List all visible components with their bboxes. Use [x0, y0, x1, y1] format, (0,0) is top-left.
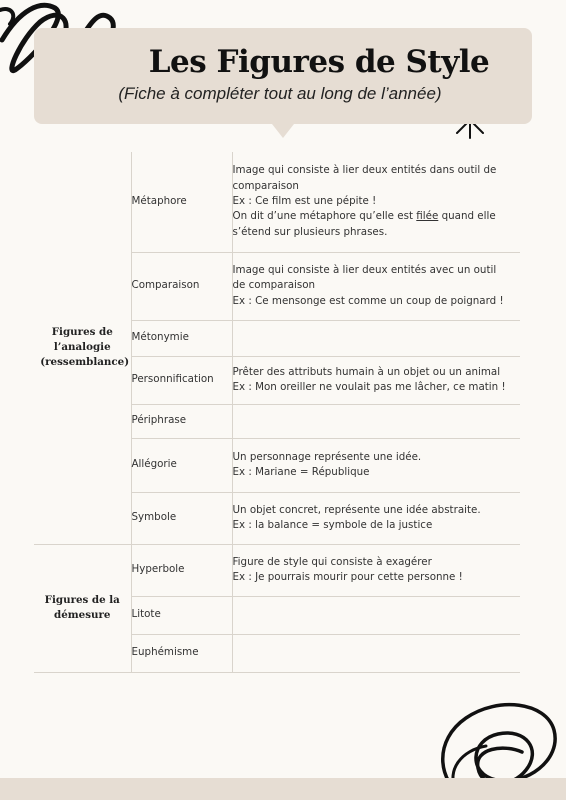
definition-cell	[232, 320, 520, 356]
term-cell	[131, 404, 232, 438]
term-label: Allégorie	[131, 458, 177, 471]
definition-text: On dit d’une métaphore qu’elle est	[232, 210, 417, 223]
definition-text: quand elle	[438, 210, 496, 223]
term-cell	[131, 252, 232, 320]
figures-table	[34, 152, 520, 673]
header-banner-tail	[272, 124, 294, 138]
definition-line: comparaison	[232, 179, 299, 192]
definition-line: Prêter des attributs humain à un objet ou un animal	[232, 365, 501, 378]
definition-line: de comparaison	[232, 279, 316, 292]
category-cell	[34, 544, 131, 672]
footer-bar	[0, 778, 566, 800]
table-row	[34, 152, 520, 252]
definition-line: Figure de style qui consiste à exagérer	[232, 555, 432, 568]
term-cell	[131, 492, 232, 544]
term-cell	[131, 634, 232, 672]
definition-cell	[232, 356, 520, 404]
definition-cell	[232, 544, 520, 596]
definition-line: Ex : la balance = symbole de la justice	[232, 519, 433, 531]
term-label: Périphrase	[131, 414, 187, 427]
underlined-term: filée	[416, 210, 439, 223]
definition-line: Ex : Ce mensonge est comme un coup de poignard !	[232, 294, 504, 307]
definition-cell	[232, 252, 520, 320]
definition-cell	[232, 404, 520, 438]
term-cell	[131, 320, 232, 356]
term-cell	[131, 544, 232, 596]
term-label: Personnification	[131, 373, 214, 386]
page-title: Les Figures de Style	[148, 44, 490, 80]
category-cell	[34, 152, 131, 544]
term-label: Litote	[131, 608, 161, 621]
term-cell	[131, 596, 232, 634]
term-label: Euphémisme	[131, 646, 199, 659]
definition-line: Ex : Mon oreiller ne voulait pas me lâcher, ce matin !	[232, 381, 506, 393]
definition-line: Un objet concret, représente une idée abstraite.	[232, 503, 481, 516]
definition-line: Ex : Ce film est une pépite !	[232, 195, 377, 208]
definition-cell	[232, 152, 520, 252]
term-label: Métaphore	[131, 195, 187, 208]
definition-line	[233, 209, 521, 224]
definition-cell	[232, 634, 520, 672]
category-label: Figures de la démesure	[44, 593, 120, 621]
term-label: Symbole	[131, 511, 177, 524]
definition-cell	[232, 438, 520, 492]
definition-line: Un personnage représente une idée.	[232, 450, 422, 463]
term-label: Comparaison	[131, 279, 200, 292]
definition-cell	[232, 492, 520, 544]
definition-line: Ex : Je pourrais mourir pour cette personne !	[232, 571, 463, 583]
term-cell	[131, 356, 232, 404]
definition-line: Ex : Mariane = République	[232, 466, 370, 478]
term-cell	[131, 438, 232, 492]
table-row	[34, 544, 520, 596]
term-label: Hyperbole	[131, 563, 185, 576]
definition-line: Image qui consiste à lier deux entités dans outil de	[232, 164, 497, 177]
definition-line: s’étend sur plusieurs phrases.	[232, 225, 388, 238]
definition-cell	[232, 596, 520, 634]
term-cell	[131, 152, 232, 252]
term-label: Métonymie	[131, 331, 189, 344]
definition-line: Image qui consiste à lier deux entités avec un outil	[232, 263, 497, 276]
category-label: Figures de l’analogie (ressemblance)	[40, 325, 130, 369]
page-subtitle: (Fiche à compléter tout au long de l’année)	[118, 84, 442, 103]
